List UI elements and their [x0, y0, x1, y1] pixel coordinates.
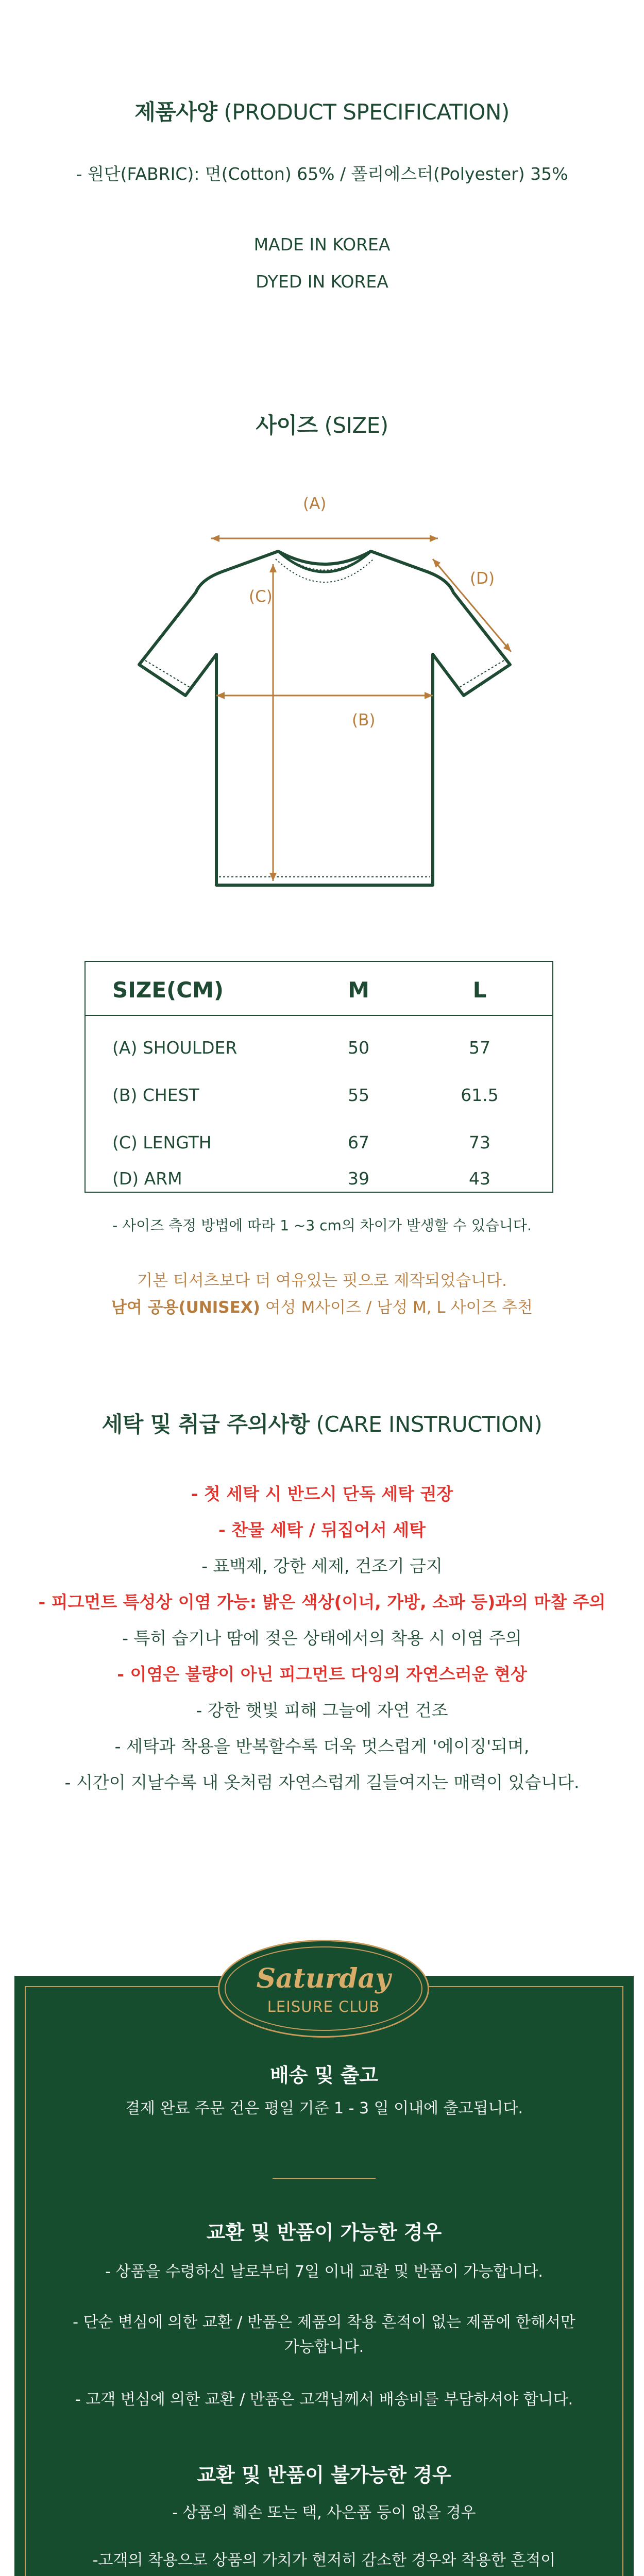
header-m: M	[348, 977, 369, 1003]
header-l: L	[472, 977, 487, 1003]
shipping-title: 배송 및 출고	[270, 2064, 378, 2087]
row-l: 57	[469, 1038, 490, 1058]
header-size: SIZE(CM)	[112, 977, 224, 1003]
row-m: 67	[348, 1132, 369, 1153]
brand-logo	[218, 1940, 429, 2038]
care-title-en: (CARE INSTRUCTION)	[316, 1412, 543, 1437]
table-row	[86, 1121, 552, 1168]
footer	[14, 1963, 634, 2576]
table-row	[86, 1168, 552, 1216]
label-c: (C)	[249, 587, 273, 606]
care-heading	[0, 1408, 644, 1438]
tshirt-diagram	[118, 489, 531, 902]
fit-note: 기본 티셔츠보다 더 여유있는 핏으로 제작되었습니다.	[137, 1272, 507, 1290]
row-label: (A) SHOULDER	[112, 1038, 238, 1058]
made-in-korea: MADE IN KOREA	[253, 234, 391, 255]
exchange-ok-3: - 고객 변심에 의한 교환 / 반품은 고객님께서 배송비를 부담하셔야 합니다.	[75, 2391, 573, 2409]
row-l: 43	[469, 1168, 490, 1189]
exchange-ok-2a: - 단순 변심에 의한 교환 / 반품은 제품의 착용 흔적이 없는 제품에 한해서만	[73, 2313, 575, 2331]
size-table	[84, 961, 553, 1193]
unisex-bold: 남여 공용(UNISEX)	[111, 1298, 260, 1317]
logo-script: Saturday	[256, 1963, 391, 1994]
row-m: 50	[348, 1038, 369, 1058]
size-heading	[0, 409, 644, 439]
care-line: - 세탁과 착용을 반복할수록 더욱 멋스럽게 '에이징'되며,	[114, 1736, 530, 1756]
row-label: (D) ARM	[112, 1168, 182, 1189]
care-title-ko: 세탁 및 취급 주의사항	[101, 1412, 310, 1437]
exchange-no-title: 교환 및 반품이 불가능한 경우	[197, 2464, 451, 2486]
shipping-text: 결제 완료 주문 건은 평일 기준 1 - 3 일 이내에 출고됩니다.	[125, 2099, 523, 2117]
exchange-no-2b	[14, 2573, 634, 2576]
care-line: - 표백제, 강한 세제, 건조기 금지	[201, 1556, 443, 1576]
size-table-header	[86, 962, 552, 1016]
care-line: - 시간이 지날수록 내 옷처럼 자연스럽게 길들여지는 매력이 있습니다.	[64, 1772, 580, 1792]
exchange-ok-1: - 상품을 수령하신 날로부터 7일 이내 교환 및 반품이 가능합니다.	[105, 2263, 543, 2281]
tshirt-outline	[139, 551, 510, 885]
exchange-no-2a: -고객의 착용으로 상품의 가치가 현저히 감소한 경우와 착용한 흔적이	[92, 2551, 556, 2569]
row-l: 73	[469, 1132, 490, 1153]
row-label: (C) LENGTH	[112, 1132, 212, 1153]
spec-heading	[0, 95, 644, 126]
label-d: (D)	[470, 569, 495, 588]
care-line: - 특히 습기나 땀에 젖은 상태에서의 착용 시 이염 주의	[122, 1628, 522, 1648]
spec-title-en: (PRODUCT SPECIFICATION)	[224, 99, 510, 125]
care-line: - 강한 햇빛 피해 그늘에 자연 건조	[196, 1700, 448, 1720]
measurement-note: - 사이즈 측정 방법에 따라 1 ~3 cm의 차이가 발생할 수 있습니다.	[112, 1217, 532, 1234]
care-line: - 이염은 불량이 아닌 피그먼트 다잉의 자연스러운 현상	[117, 1664, 527, 1684]
size-title-en: (SIZE)	[324, 413, 388, 438]
care-line: - 첫 세탁 시 반드시 단독 세탁 권장	[191, 1484, 453, 1504]
label-a: (A)	[303, 495, 327, 513]
care-list	[0, 1484, 644, 1808]
table-row	[86, 1026, 552, 1074]
exchange-no-1: - 상품의 훼손 또는 택, 사은품 등이 없을 경우	[172, 2504, 476, 2522]
exchange-ok-2b: 가능합니다.	[284, 2338, 364, 2356]
unisex-note	[0, 1294, 644, 1317]
row-l: 61.5	[461, 1085, 499, 1105]
row-label: (B) CHEST	[112, 1085, 199, 1105]
row-m: 39	[348, 1168, 369, 1189]
spec-title-ko: 제품사양	[134, 99, 217, 125]
dyed-in-korea: DYED IN KOREA	[256, 272, 388, 292]
row-m: 55	[348, 1085, 369, 1105]
size-title-ko: 사이즈	[256, 413, 318, 438]
table-row	[86, 1074, 552, 1121]
unisex-rest: 여성 M사이즈 / 남성 M, L 사이즈 추천	[260, 1298, 533, 1317]
care-line: - 찬물 세탁 / 뒤집어서 세탁	[218, 1520, 426, 1540]
logo-club: LEISURE CLUB	[267, 1998, 380, 2015]
exchange-ok-title: 교환 및 반품이 가능한 경우	[206, 2221, 442, 2244]
collar-outer	[278, 551, 371, 572]
divider	[273, 2178, 376, 2179]
fabric-line: - 원단(FABRIC): 면(Cotton) 65% / 폴리에스터(Polyester) 35%	[76, 164, 568, 184]
label-b: (B)	[352, 711, 376, 730]
care-line: - 피그먼트 특성상 이염 가능: 밝은 색상(이너, 가방, 소파 등)과의 마찰 주의	[38, 1592, 606, 1612]
